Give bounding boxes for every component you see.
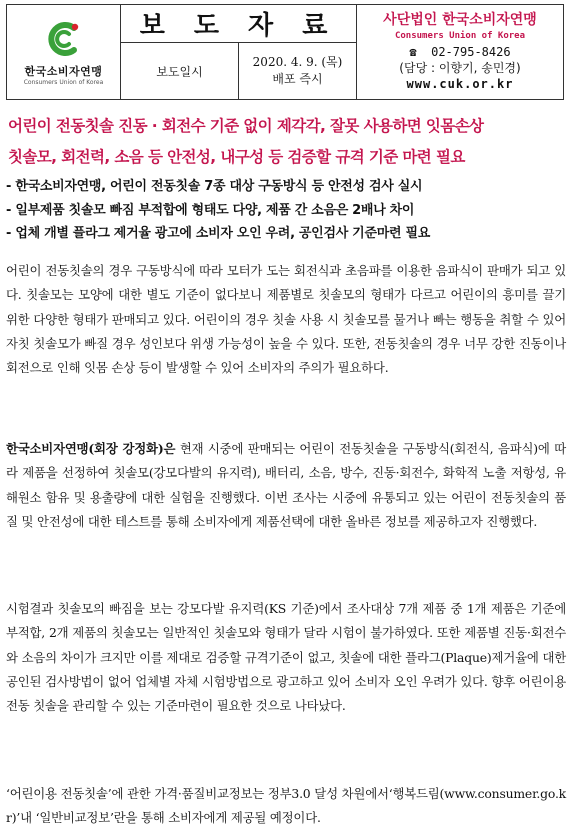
org-phone — [357, 44, 563, 60]
logo-icon — [44, 19, 84, 59]
org-website[interactable]: www.cuk.or.kr — [406, 77, 514, 91]
date-value: 2020. 4. 9. (목) — [252, 55, 343, 69]
org-contact: (담당 : 이향기, 송민경) — [399, 61, 521, 75]
telephone-icon: ☎ — [409, 45, 417, 59]
paragraph-intro: 어린이 전동칫솔의 경우 구동방식에 따라 모터가 도는 회전식과 초음파를 이용한 음파식이 판매가 되고 있다. 칫솔모는 모양에 대한 별도 기준이 없다보니 제품별로 칫솔모의 형태가 다르고 어린이의 흥미를 끌기 위한 다양한 형태가 판매되고 있다. 어린이의 경우 칫솔 사용 시 칫솔모를 물거나 빠는 행동을 취할 수 있어 자칫 칫솔모가 빠질 경우 성인보다 위생 가능성이 높을 수 있다. 또한, 전동칫솔의 경우 너무 강한 진동이나 회전으로 인해 잇몸 손상 등이 발생할 수 있어 소비자의 주의가 필요하다. — [6, 263, 566, 376]
logo-cell — [7, 5, 121, 100]
subpoint-2: - 일부제품 칫솔모 빠짐 부적합에 형태도 다양, 제품 간 소음은 2배나 차이 — [6, 203, 415, 218]
headline-line1: 어린이 전동칫솔 진동 · 회전수 기준 없이 제각각, 잘못 사용하면 잇몸손상 — [8, 117, 484, 135]
subpoint-3: - 업체 개별 플라그 제거율 광고에 소비자 오인 우려, 공인검사 기준마련 필요 — [6, 226, 430, 241]
logo-name-en: Consumers Union of Korea — [23, 78, 104, 86]
org-cell — [357, 5, 564, 100]
org-name-en: Consumers Union of Korea — [394, 31, 526, 41]
paragraph-info: ‘어린이용 전동칫솔’에 관한 가격·품질비교정보는 정부3.0 달성 차원에서‘행복드림(www.consumer.go.kr)’내 ‘일반비교정보’란을 통해 소비자에게 제공될 예정이다. — [6, 786, 566, 826]
paragraph-survey-lead: 한국소비자연맹(회장 강정화)은 — [6, 441, 176, 456]
headline-line2: 칫솔모, 회전력, 소음 등 안전성, 내구성 등 검증할 규격 기준 마련 필요 — [8, 148, 465, 166]
org-name: 사단법인 한국소비자연맹 — [383, 12, 537, 28]
doc-title: 보 도 자 료 — [121, 5, 357, 43]
logo-name: 한국소비자연맹 — [24, 64, 103, 78]
paragraph-survey — [6, 437, 566, 534]
date-label: 보도일시 — [121, 43, 239, 100]
org-phone-number: 02-795-8426 — [431, 45, 511, 59]
date-cell — [239, 43, 357, 100]
press-header-table — [6, 4, 564, 100]
paragraph-survey-body: 현재 시중에 판매되는 어린이 전동칫솔을 구동방식(회전식, 음파식)에 따라 제품을 선정하여 칫솔모(강모다발의 유지력), 배터리, 소음, 방수, 진동·회전수, 화학적 노출 저항성, 유해원소 함유 및 용출량에 대한 실험을 진행했다. 이번 조사는 시중에 유통되고 있는 어린이 전동칫솔의 품질 및 안전성에 대한 테스트를 통해 소비자에게 제품선택에 대한 올바른 정보를 제공하고자 진행했다. — [6, 441, 566, 529]
release-note: 배포 즉시 — [272, 72, 323, 86]
subpoint-1: - 한국소비자연맹, 어린이 전동칫솔 7종 대상 구동방식 등 안전성 검사 실시 — [6, 179, 423, 194]
paragraph-results: 시험결과 칫솔모의 빠짐을 보는 강모다발 유지력(KS 기준)에서 조사대상 7개 제품 중 1개 제품은 기준에 부적합, 2개 제품의 칫솔모는 일반적인 칫솔모와 형태가 달라 시험이 불가하였다. 또한 제품별 진동·회전수와 소음의 차이가 크지만 이를 제대로 검증할 규격기준이 없고, 칫솔에 대한 플라그(Plaque)제거율에 대한 공인된 검사방법이 없어 업체별 자체 시험방법으로 광고하고 있어 소비자 오인 우려가 있다. 향후 어린이용 전동 칫솔을 관리할 수 있는 기준마련이 필요한 것으로 나타났다. — [6, 601, 566, 714]
